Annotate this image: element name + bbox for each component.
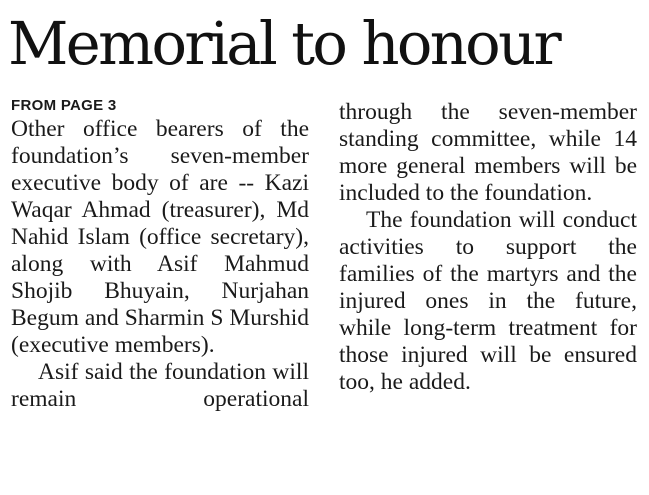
body-paragraph: Asif said the foundation will remain operational [11,359,309,412]
article-column-right [339,99,637,396]
headline: Memorial to honour [8,9,560,78]
continuation-kicker: FROM PAGE 3 [11,97,117,114]
article-column-left [11,96,309,413]
body-paragraph: The foundation will conduct activities to support the families of the martyrs and the injured ones in the future, while long-term treatment for those injured will be ensured too, he added. [339,207,637,395]
body-paragraph: Other office bearers of the foundation’s seven-member executive body of are -- Kazi Waqar Ahmad (treasurer), Md Nahid Islam (office secretary), along with Asif Mahmud Shojib Bhuyain, Nurjahan Begum and Sharmin S Murshid (executive members). [11,116,309,358]
body-paragraph: through the seven-member standing committee, while 14 more general members will be included to the foundation. [339,99,637,206]
